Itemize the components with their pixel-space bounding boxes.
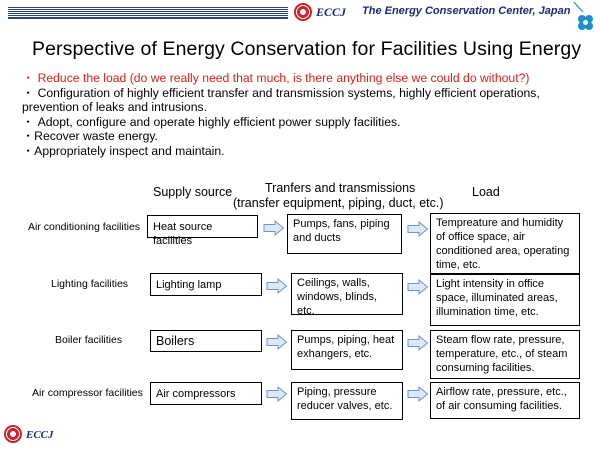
transfer-box-air-compressor: Piping, pressure reducer valves, etc.	[291, 382, 403, 420]
transfer-box-boiler: Pumps, piping, heat exhangers, etc.	[291, 330, 403, 370]
column-header-transfer: Tranfers and transmissions	[265, 181, 416, 195]
clover-icon	[570, 0, 600, 34]
row-label-air-compressor: Air compressor facilities	[32, 387, 143, 399]
bullet-item: ・ Configuration of highly efficient transfer and transmission systems, highly efficient operations, prevention of leaks and intrusions.	[22, 85, 540, 115]
arrow-right-icon	[407, 386, 429, 402]
bullet-item: ・Appropriately inspect and maintain.	[22, 143, 225, 158]
arrow-right-icon	[263, 220, 285, 236]
column-header-transfer-sub: (transfer equipment, piping, duct, etc.)	[233, 196, 444, 210]
footer-logo-text: ECCJ	[26, 429, 54, 441]
page-title: Perspective of Energy Conservation for Facilities Using Energy	[32, 38, 582, 60]
transfer-box-air-conditioning: Pumps, fans, piping and ducts	[287, 214, 402, 254]
header-rule	[8, 17, 288, 19]
load-box-lighting: Light intensity in office space, illuminated areas, illumination time, etc.	[430, 274, 580, 326]
column-header-supply: Supply source	[153, 185, 233, 199]
bullet-item: ・ Adopt, configure and operate highly efficient power supply facilities.	[22, 114, 401, 129]
bullet-item: ・ Reduce the load (do we really need that much, is there anything else we could do without?)	[22, 71, 530, 85]
supply-box-boilers: Boilers	[150, 330, 262, 352]
arrow-right-icon	[266, 278, 288, 294]
header-logo-text: ECCJ	[316, 5, 347, 19]
supply-box-air-compressors: Air compressors	[150, 382, 262, 405]
arrow-right-icon	[407, 335, 429, 351]
arrow-right-icon	[266, 334, 288, 350]
bullet-list	[22, 71, 588, 159]
row-label-lighting: Lighting facilities	[51, 278, 129, 290]
supply-box-heat-source: Heat source facilities	[147, 215, 258, 238]
eccj-logo-icon	[4, 425, 22, 443]
organization-name: The Energy Conservation Center, Japan	[362, 5, 571, 17]
row-label-boiler: Boiler facilities	[55, 334, 123, 346]
eccj-logo-icon	[294, 3, 312, 21]
bullet-item: ・Recover waste energy.	[22, 129, 158, 144]
load-box-air-compressor: Airflow rate, pressure, etc., of air consuming facilities.	[430, 382, 580, 419]
column-header-load: Load	[472, 185, 500, 199]
row-label-air-conditioning: Air conditioning facilities	[28, 221, 141, 233]
arrow-right-icon	[407, 221, 429, 237]
supply-box-lighting-lamp: Lighting lamp	[150, 273, 262, 296]
header-stripe	[8, 6, 288, 16]
arrow-right-icon	[407, 279, 429, 295]
load-box-air-conditioning: Tempreature and humidity of office space, air conditioned area, operating time, etc.	[430, 213, 580, 274]
load-box-boiler: Steam flow rate, pressure, temperature, etc., of steam consuming facilities.	[430, 330, 580, 379]
transfer-box-lighting: Ceilings, walls, windows, blinds, etc.	[291, 273, 403, 315]
arrow-right-icon	[266, 386, 288, 402]
